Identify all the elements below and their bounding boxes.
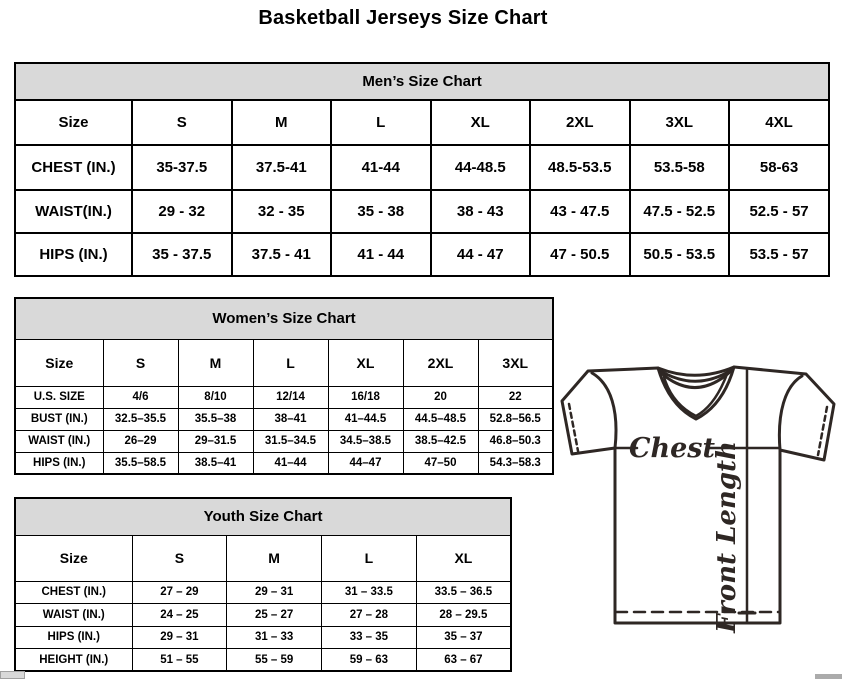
table-cell: 32.5–35.5 <box>103 408 178 430</box>
table-cell: 53.5-58 <box>630 145 730 190</box>
table-cell: 47.5 - 52.5 <box>630 190 730 233</box>
womens-us-size-row <box>15 386 553 408</box>
table-cell: 20 <box>403 386 478 408</box>
table-cell: 52.5 - 57 <box>729 190 829 233</box>
table-cell: 46.8–50.3 <box>478 430 553 452</box>
mens-hips-row <box>15 233 829 276</box>
table-cell: 22 <box>478 386 553 408</box>
front-length-label: Front Length <box>712 441 742 633</box>
mens-row-label: WAIST(IN.) <box>15 190 132 233</box>
table-cell: 41–44.5 <box>328 408 403 430</box>
womens-size-header: M <box>178 339 253 386</box>
womens-size-header: L <box>253 339 328 386</box>
table-cell: 31 – 33 <box>227 626 322 649</box>
womens-corner-label: Size <box>15 339 103 386</box>
table-cell: 43 - 47.5 <box>530 190 630 233</box>
bottom-left-scrollbar-fragment[interactable] <box>0 671 25 679</box>
table-cell: 41 - 44 <box>331 233 431 276</box>
youth-size-table <box>14 497 512 672</box>
jersey-outline <box>562 367 834 623</box>
table-cell: 35 - 38 <box>331 190 431 233</box>
youth-row-label: HIPS (IN.) <box>15 626 132 649</box>
mens-corner-label: Size <box>15 100 132 145</box>
table-cell: 41-44 <box>331 145 431 190</box>
table-cell: 52.8–56.5 <box>478 408 553 430</box>
table-cell: 38–41 <box>253 408 328 430</box>
table-cell: 27 – 29 <box>132 581 227 604</box>
table-cell: 53.5 - 57 <box>729 233 829 276</box>
mens-size-table <box>14 62 830 277</box>
womens-size-header: XL <box>328 339 403 386</box>
table-cell: 16/18 <box>328 386 403 408</box>
table-cell: 35.5–58.5 <box>103 452 178 474</box>
mens-size-header: L <box>331 100 431 145</box>
table-cell: 33.5 – 36.5 <box>416 581 511 604</box>
jersey-diagram-svg <box>556 356 841 646</box>
womens-row-label: HIPS (IN.) <box>15 452 103 474</box>
table-cell: 12/14 <box>253 386 328 408</box>
table-cell: 27 – 28 <box>322 604 417 627</box>
womens-hips-row <box>15 452 553 474</box>
table-cell: 54.3–58.3 <box>478 452 553 474</box>
table-cell: 29 – 31 <box>227 581 322 604</box>
youth-row-label: CHEST (IN.) <box>15 581 132 604</box>
table-cell: 47–50 <box>403 452 478 474</box>
womens-bust-row <box>15 408 553 430</box>
table-cell: 41–44 <box>253 452 328 474</box>
table-cell: 29–31.5 <box>178 430 253 452</box>
youth-corner-label: Size <box>15 535 132 581</box>
table-cell: 31.5–34.5 <box>253 430 328 452</box>
table-cell: 33 – 35 <box>322 626 417 649</box>
youth-height-row <box>15 649 511 672</box>
womens-size-header: 2XL <box>403 339 478 386</box>
table-cell: 8/10 <box>178 386 253 408</box>
youth-size-header: M <box>227 535 322 581</box>
mens-row-label: CHEST (IN.) <box>15 145 132 190</box>
table-cell: 34.5–38.5 <box>328 430 403 452</box>
table-cell: 47 - 50.5 <box>530 233 630 276</box>
table-cell: 4/6 <box>103 386 178 408</box>
table-cell: 44-48.5 <box>431 145 531 190</box>
table-cell: 58-63 <box>729 145 829 190</box>
table-cell: 50.5 - 53.5 <box>630 233 730 276</box>
jersey-measurement-diagram <box>556 356 841 646</box>
table-cell: 32 - 35 <box>232 190 332 233</box>
table-cell: 51 – 55 <box>132 649 227 672</box>
youth-hips-row <box>15 626 511 649</box>
womens-size-header: 3XL <box>478 339 553 386</box>
table-cell: 37.5-41 <box>232 145 332 190</box>
table-cell: 38.5–42.5 <box>403 430 478 452</box>
mens-waist-row <box>15 190 829 233</box>
table-cell: 25 – 27 <box>227 604 322 627</box>
youth-size-header: L <box>322 535 417 581</box>
table-cell: 59 – 63 <box>322 649 417 672</box>
table-cell: 38 - 43 <box>431 190 531 233</box>
table-cell: 37.5 - 41 <box>232 233 332 276</box>
table-cell: 35 – 37 <box>416 626 511 649</box>
table-cell: 26–29 <box>103 430 178 452</box>
youth-size-header: S <box>132 535 227 581</box>
table-cell: 31 – 33.5 <box>322 581 417 604</box>
youth-chest-row <box>15 581 511 604</box>
chest-label: Chest <box>629 433 715 464</box>
table-cell: 48.5-53.5 <box>530 145 630 190</box>
womens-size-table <box>14 297 554 475</box>
bottom-right-scrollbar-fragment[interactable] <box>815 674 842 679</box>
table-cell: 29 - 32 <box>132 190 232 233</box>
table-cell: 44.5–48.5 <box>403 408 478 430</box>
table-cell: 29 – 31 <box>132 626 227 649</box>
mens-size-header: 3XL <box>630 100 730 145</box>
table-cell: 35.5–38 <box>178 408 253 430</box>
youth-table-title: Youth Size Chart <box>15 498 511 535</box>
table-cell: 24 – 25 <box>132 604 227 627</box>
youth-size-header: XL <box>416 535 511 581</box>
youth-row-label: WAIST (IN.) <box>15 604 132 627</box>
mens-size-header: M <box>232 100 332 145</box>
table-cell: 55 – 59 <box>227 649 322 672</box>
youth-row-label: HEIGHT (IN.) <box>15 649 132 672</box>
womens-waist-row <box>15 430 553 452</box>
mens-size-header: XL <box>431 100 531 145</box>
womens-row-label: U.S. SIZE <box>15 386 103 408</box>
womens-row-label: WAIST (IN.) <box>15 430 103 452</box>
table-cell: 44–47 <box>328 452 403 474</box>
mens-table-title: Men’s Size Chart <box>15 63 829 100</box>
womens-table-title: Women’s Size Chart <box>15 298 553 339</box>
womens-size-header: S <box>103 339 178 386</box>
table-cell: 38.5–41 <box>178 452 253 474</box>
table-cell: 35 - 37.5 <box>132 233 232 276</box>
mens-size-header: S <box>132 100 232 145</box>
table-cell: 44 - 47 <box>431 233 531 276</box>
page-title: Basketball Jerseys Size Chart <box>258 7 548 29</box>
table-cell: 28 – 29.5 <box>416 604 511 627</box>
mens-size-header: 4XL <box>729 100 829 145</box>
table-cell: 63 – 67 <box>416 649 511 672</box>
mens-row-label: HIPS (IN.) <box>15 233 132 276</box>
mens-size-header: 2XL <box>530 100 630 145</box>
womens-row-label: BUST (IN.) <box>15 408 103 430</box>
table-cell: 35-37.5 <box>132 145 232 190</box>
mens-chest-row <box>15 145 829 190</box>
youth-waist-row <box>15 604 511 627</box>
